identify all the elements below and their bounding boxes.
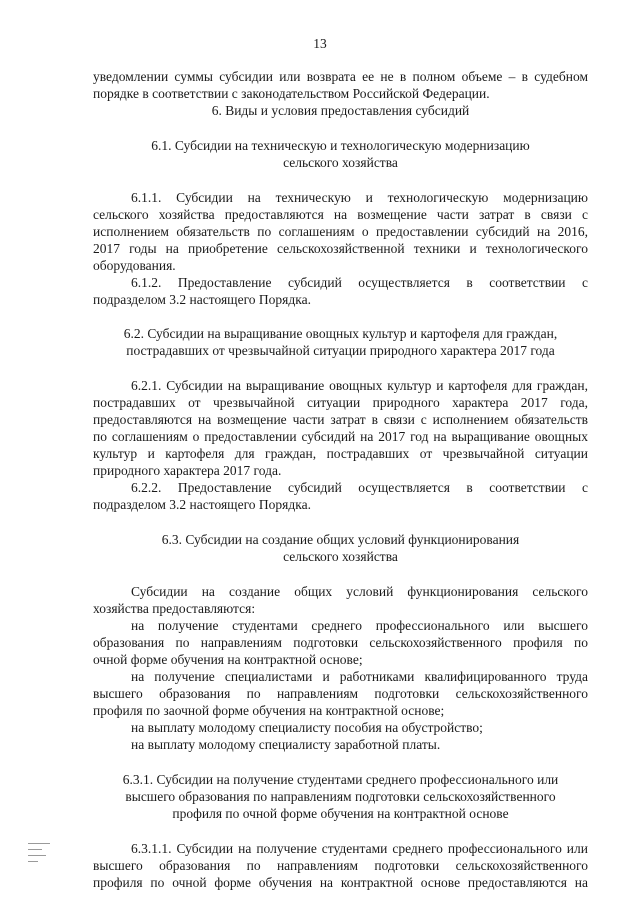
text-line-p622-2: подразделом 3.2 настоящего Порядка. — [93, 497, 311, 512]
text-line-h62-2: пострадавших от чрезвычайной ситуации природного характера 2017 года — [126, 343, 555, 358]
text-line-p63-8: профиля по заочной форме обучения на контрактной основе; — [93, 703, 445, 718]
text-line-p63-3: на получение студентами среднего профессионального или высшего — [131, 618, 588, 633]
text-line-p621-1: 6.2.1. Субсидии на выращивание овощных культур и картофеля для граждан, — [131, 378, 588, 393]
text-line-h631-1: 6.3.1. Субсидии на получение студентами среднего профессионального или — [122, 772, 559, 787]
text-line-p611-4: 2017 годы на приобретение сельскохозяйственной техники и технологического — [93, 241, 588, 256]
text-line-p63-9: на выплату молодому специалисту пособия на обустройство; — [131, 720, 483, 735]
text-line-p611-5: оборудования. — [93, 258, 176, 273]
text-line-p621-3: предоставляются на возмещение части затрат в связи с исполнением обязательств — [93, 412, 588, 427]
text-line-p63-10: на выплату молодому специалисту заработной платы. — [131, 737, 441, 752]
text-line-p6311-3: профиля по очной форме обучения на контрактной основе предоставляются на — [93, 875, 588, 890]
page-number: 13 — [313, 36, 327, 51]
scan-margin-marks — [28, 838, 56, 888]
text-line-p622-1: 6.2.2. Предоставление субсидий осуществляется в соответствии с — [131, 480, 588, 495]
text-line-h63-1: 6.3. Субсидии на создание общих условий функционирования — [161, 532, 520, 547]
text-line-h61-1: 6.1. Субсидии на техническую и технологическую модернизацию — [151, 138, 530, 153]
text-line-h61-2: сельского хозяйства — [283, 155, 398, 170]
text-line-p63-4: образования по направлениям подготовки сельскохозяйственного профиля по — [93, 635, 588, 650]
text-line-p621-5: культур и картофеля для граждан, пострадавших от чрезвычайной ситуации — [93, 446, 588, 461]
text-line-p63-7: высшего образования по направлениям подготовки сельскохозяйственного — [93, 686, 588, 701]
text-line-p612-1: 6.1.2. Предоставление субсидий осуществляется в соответствии с — [131, 275, 588, 290]
text-line-p63-6: на получение специалистами и работниками квалифицированного труда — [131, 669, 588, 684]
text-line-p0-2: порядке в соответствии с законодательством Российской Федерации. — [93, 86, 490, 101]
text-line-p611-3: исполнением обязательств по соглашениям о предоставлении субсидий на 2016, — [93, 224, 588, 239]
text-line-p63-1: Субсидии на создание общих условий функционирования сельского — [131, 584, 588, 599]
text-line-p621-6: природного характера 2017 года. — [93, 463, 282, 478]
text-line-p6311-2: высшего образования по направлениям подготовки сельскохозяйственного — [93, 858, 588, 873]
text-line-p611-1: 6.1.1. Субсидии на техническую и технологическую модернизацию — [131, 190, 588, 205]
text-line-p63-2: хозяйства предоставляются: — [93, 601, 256, 616]
text-line-p63-5: очной форме обучения на контрактной основе; — [93, 652, 363, 667]
text-line-h6: 6. Виды и условия предоставления субсидий — [211, 103, 470, 118]
text-line-h631-3: профиля по очной форме обучения на контрактной основе — [172, 806, 509, 821]
text-line-p0-1: уведомлении суммы субсидии или возврата ее не в полном объеме – в судебном — [93, 69, 588, 84]
text-line-p621-2: пострадавших от чрезвычайной ситуации природного характера 2017 года, — [93, 395, 588, 410]
text-line-h63-2: сельского хозяйства — [283, 549, 398, 564]
text-line-p611-2: сельского хозяйства предоставляются на возмещение части затрат в связи с — [93, 207, 588, 222]
text-line-p6311-1: 6.3.1.1. Субсидии на получение студентами среднего профессионального или — [131, 841, 588, 856]
text-line-h62-1: 6.2. Субсидии на выращивание овощных культур и картофеля для граждан, — [123, 326, 558, 341]
text-line-h631-2: высшего образования по направлениям подготовки сельскохозяйственного — [125, 789, 556, 804]
text-line-p621-4: по соглашениям о предоставлении субсидий на 2017 год на выращивание овощных — [93, 429, 588, 444]
text-line-p612-2: подразделом 3.2 настоящего Порядка. — [93, 292, 311, 307]
